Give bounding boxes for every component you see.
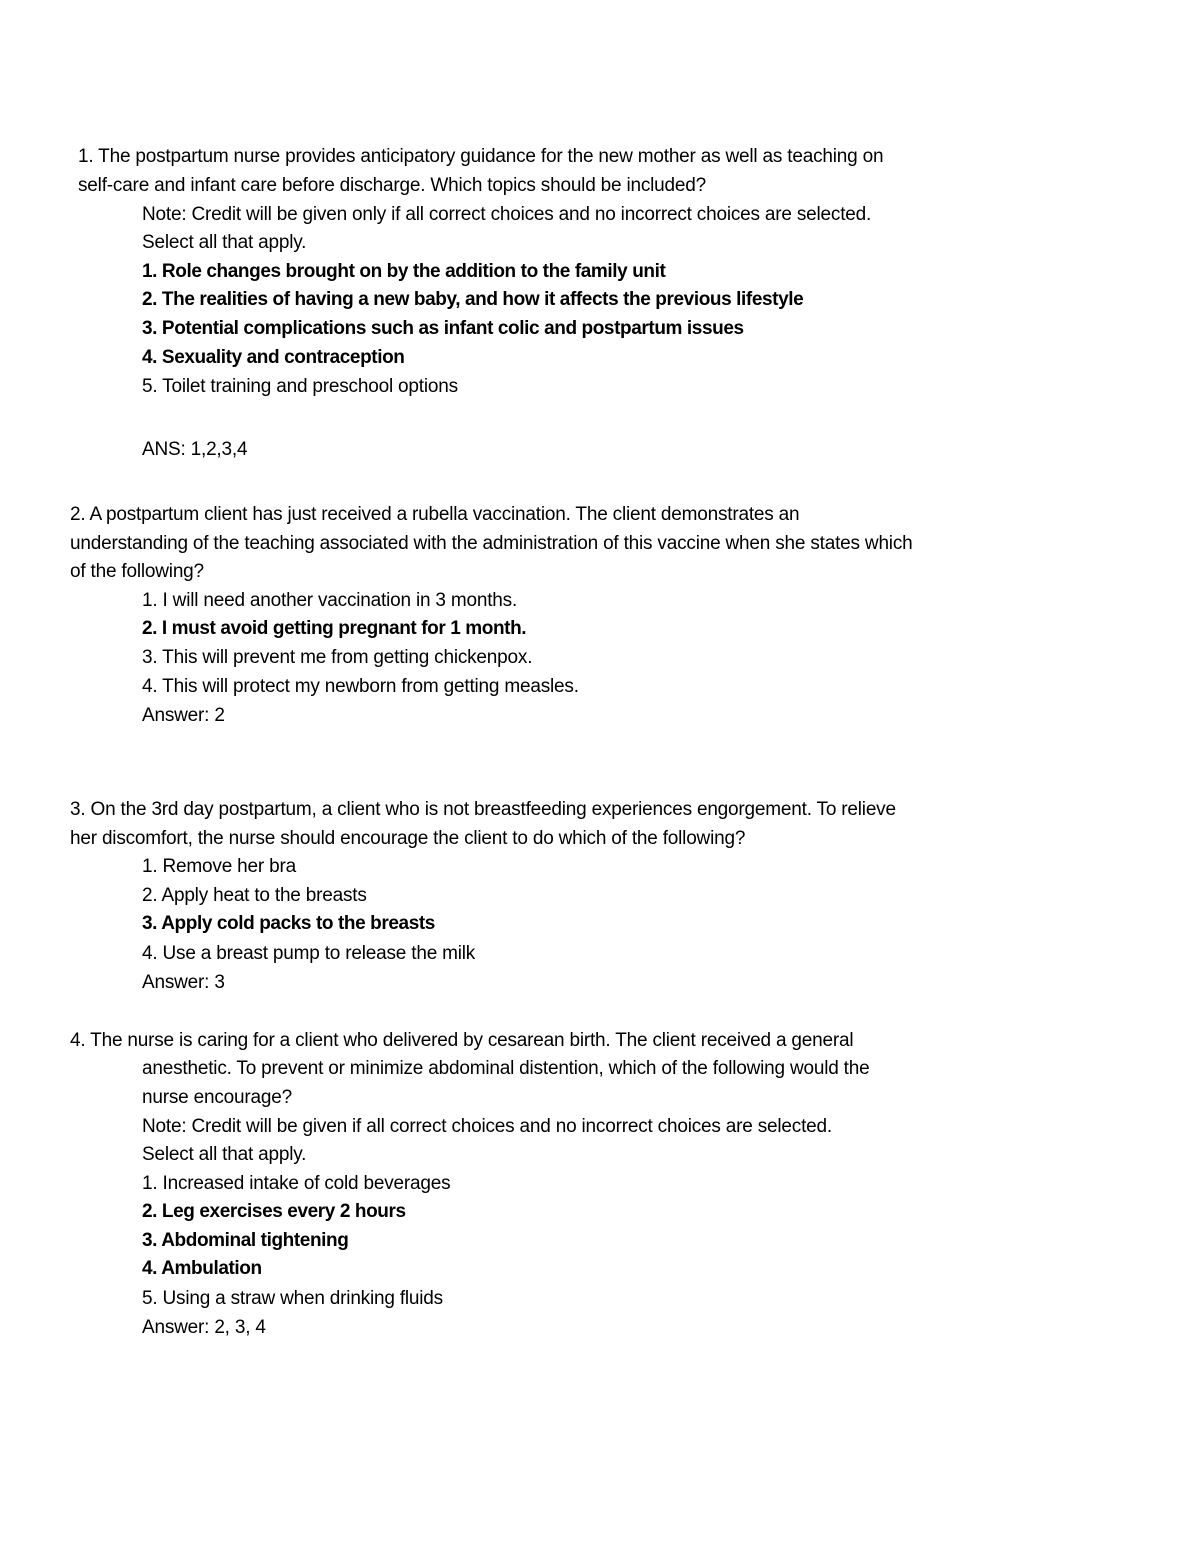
question-4-stem-line-1: 4. The nurse is caring for a client who delivered by cesarean birth. The client received a general (70, 1030, 854, 1051)
question-3-stem-line-1: 3. On the 3rd day postpartum, a client who is not breastfeeding experiences engorgement. To relieve (70, 799, 896, 820)
question-2-answer: Answer: 2 (142, 705, 225, 726)
question-1-option-4: 4. Sexuality and contraception (142, 347, 405, 368)
question-2-option-2: 2. I must avoid getting pregnant for 1 month. (142, 618, 527, 639)
question-1-option-5: 5. Toilet training and preschool options (142, 376, 458, 397)
question-3-option-2: 2. Apply heat to the breasts (142, 885, 367, 906)
question-3-answer: Answer: 3 (142, 972, 225, 993)
question-3-option-4: 4. Use a breast pump to release the milk (142, 943, 476, 964)
question-4-answer: Answer: 2, 3, 4 (142, 1317, 266, 1338)
question-4-stem-line-2: anesthetic. To prevent or minimize abdominal distention, which of the following would the (142, 1058, 870, 1079)
question-2-stem-line-3: of the following? (70, 561, 204, 582)
question-1-answer: ANS: 1,2,3,4 (142, 439, 248, 460)
question-4-instruction: Select all that apply. (142, 1144, 307, 1165)
question-1-option-1: 1. Role changes brought on by the addition to the family unit (142, 261, 666, 282)
question-4-option-4: 4. Ambulation (142, 1258, 262, 1279)
question-4-option-3: 3. Abdominal tightening (142, 1230, 349, 1251)
question-2-stem-line-1: 2. A postpartum client has just received a rubella vaccination. The client demonstrates an (70, 504, 800, 525)
question-4-option-5: 5. Using a straw when drinking fluids (142, 1288, 443, 1309)
question-3-stem-line-2: her discomfort, the nurse should encourage the client to do which of the following? (70, 828, 746, 849)
question-3-option-1: 1. Remove her bra (142, 856, 296, 877)
question-4-note: Note: Credit will be given if all correct choices and no incorrect choices are selected. (142, 1116, 832, 1137)
question-1-stem-line-2: self-care and infant care before discharge. Which topics should be included? (78, 175, 707, 196)
question-1-option-3: 3. Potential complications such as infant colic and postpartum issues (142, 318, 744, 339)
question-2-option-3: 3. This will prevent me from getting chickenpox. (142, 647, 533, 668)
question-4-stem-line-3: nurse encourage? (142, 1087, 292, 1108)
question-2-option-4: 4. This will protect my newborn from getting measles. (142, 676, 579, 697)
question-2-option-1: 1. I will need another vaccination in 3 months. (142, 590, 518, 611)
question-4-option-1: 1. Increased intake of cold beverages (142, 1173, 451, 1194)
question-1-instruction: Select all that apply. (142, 232, 307, 253)
question-4-option-2: 2. Leg exercises every 2 hours (142, 1201, 406, 1222)
question-2-stem-line-2: understanding of the teaching associated with the administration of this vaccine when she states which (70, 533, 913, 554)
question-1-note: Note: Credit will be given only if all correct choices and no incorrect choices are selected. (142, 204, 872, 225)
question-1-option-2: 2. The realities of having a new baby, and how it affects the previous lifestyle (142, 289, 804, 310)
question-1-stem-line-1: 1. The postpartum nurse provides anticipatory guidance for the new mother as well as teaching on (78, 146, 884, 167)
question-3-option-3: 3. Apply cold packs to the breasts (142, 913, 435, 934)
